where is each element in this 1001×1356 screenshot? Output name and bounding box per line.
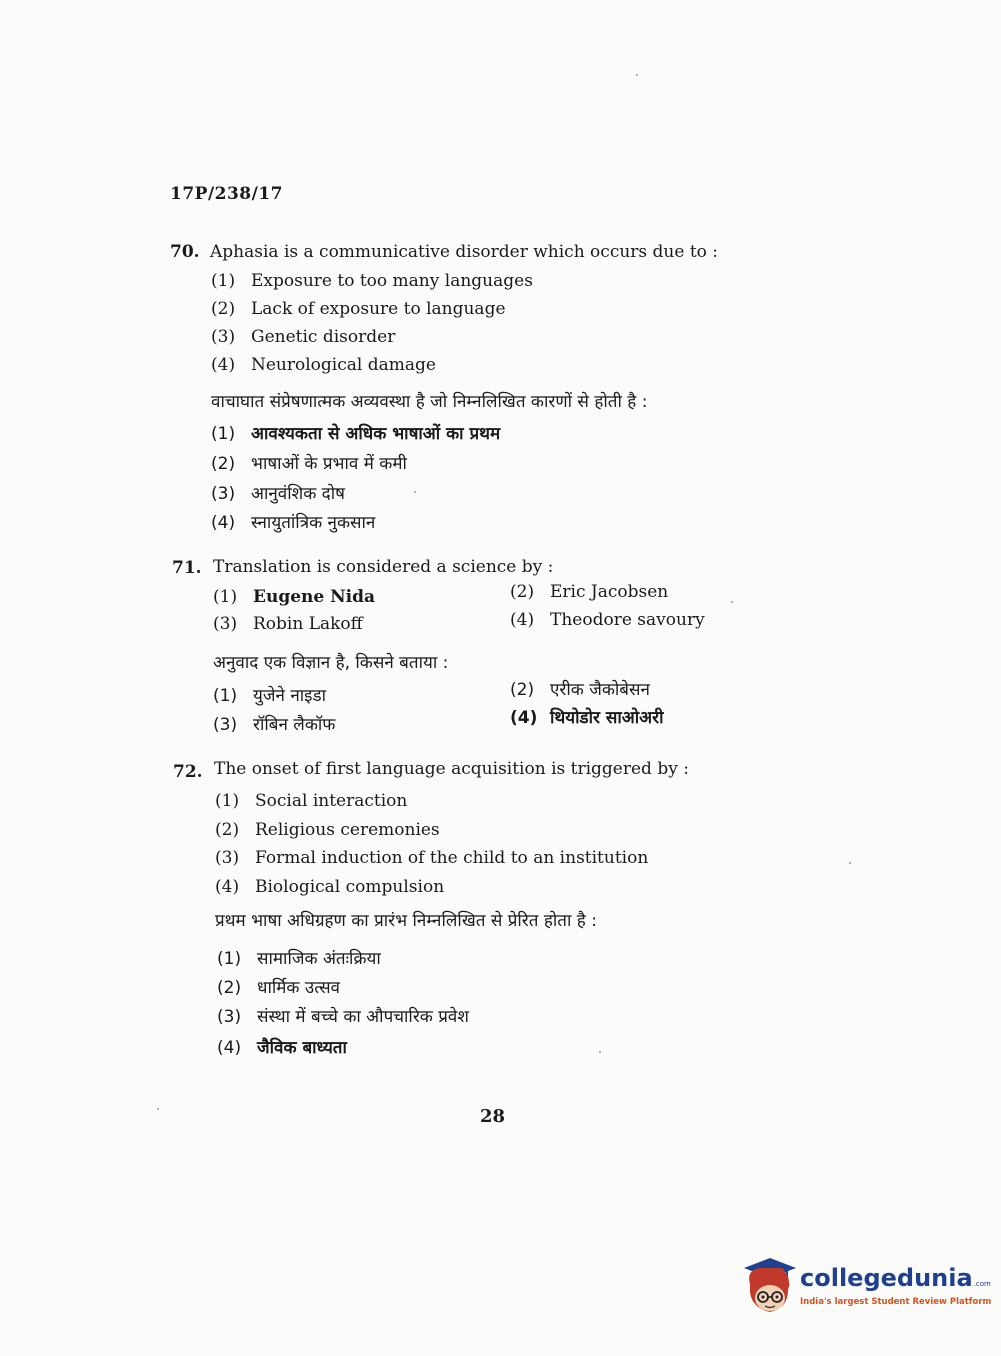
option-number: (2) [510, 680, 535, 700]
option-en-3 [211, 327, 395, 347]
option-hi-3 [217, 1004, 469, 1027]
option-hi-1 [213, 683, 326, 706]
collegedunia-watermark [742, 1256, 992, 1318]
question-text-hi: वाचाघात संप्रेषणात्मक अव्यवस्था है जो निम्नलिखित कारणों से होती है : [211, 392, 648, 412]
option-en-1 [215, 791, 407, 811]
option-number: (3) [213, 715, 238, 735]
option-text: थियोडोर साओअरी [550, 708, 664, 728]
option-number: (4) [215, 877, 240, 897]
option-number: (3) [211, 484, 236, 504]
option-text: धार्मिक उत्सव [257, 978, 341, 998]
option-number: (2) [215, 820, 240, 840]
option-hi-1 [211, 421, 500, 444]
option-en-4 [510, 610, 705, 630]
option-en-3 [215, 848, 648, 868]
option-en-1 [211, 271, 533, 291]
scan-speck [414, 491, 416, 493]
scan-speck [731, 601, 733, 603]
option-en-1 [213, 587, 375, 607]
question-number: 72. [173, 762, 203, 782]
option-number: (4) [510, 610, 535, 630]
option-en-2 [215, 820, 440, 840]
option-text: जैविक बाध्यता [257, 1038, 347, 1058]
option-hi-3 [211, 481, 345, 504]
scan-speck [636, 74, 638, 76]
option-hi-4 [211, 510, 375, 533]
question-text-hi: अनुवाद एक विज्ञान है, किसने बताया : [213, 653, 449, 673]
option-hi-2 [217, 975, 340, 998]
option-text: Formal induction of the child to an institution [255, 848, 649, 868]
option-text: Eric Jacobsen [550, 582, 669, 602]
option-text: एरीक जैकोबेसन [550, 680, 650, 700]
option-number: (4) [510, 708, 538, 728]
option-text: युजेने नाइडा [253, 686, 326, 706]
option-number: (2) [217, 978, 242, 998]
option-hi-4 [217, 1035, 347, 1058]
option-number: (4) [211, 513, 236, 533]
option-number: (1) [211, 424, 236, 444]
option-number: (1) [215, 791, 240, 811]
brand-tagline: India's largest Student Review Platform [800, 1297, 992, 1307]
brand-tld: .com [973, 1280, 991, 1288]
option-text: Genetic disorder [251, 327, 396, 347]
option-number: (2) [510, 582, 535, 602]
option-text: Religious ceremonies [255, 820, 440, 840]
question-text-hi: प्रथम भाषा अधिग्रहण का प्रारंभ निम्नलिखित से प्रेरित होता है : [215, 911, 597, 931]
option-text: सामाजिक अंतःक्रिया [257, 949, 381, 969]
option-text: Theodore savoury [550, 610, 705, 630]
page-number: 28 [480, 1106, 506, 1127]
option-hi-1 [217, 946, 381, 969]
scan-speck [599, 1051, 601, 1053]
brand-wordmark [800, 1264, 991, 1292]
option-text: Robin Lakoff [253, 614, 363, 634]
mascot-icon [742, 1256, 798, 1318]
option-hi-4 [510, 705, 664, 728]
option-hi-3 [213, 712, 335, 735]
option-text: स्नायुतांत्रिक नुकसान [251, 513, 376, 533]
option-number: (3) [215, 848, 240, 868]
option-text: आनुवंशिक दोष [251, 484, 345, 504]
option-text: Biological compulsion [255, 877, 445, 897]
question-text-en: Translation is considered a science by : [213, 557, 554, 577]
option-number: (2) [211, 454, 236, 474]
option-number: (1) [211, 271, 236, 291]
option-text: आवश्यकता से अधिक भाषाओं का प्रथम [251, 424, 501, 444]
paper-code: 17P/238/17 [170, 184, 284, 204]
option-number: (1) [213, 686, 238, 706]
option-number: (4) [217, 1038, 242, 1058]
option-text: Neurological damage [251, 355, 436, 375]
option-en-3 [213, 614, 363, 634]
option-en-4 [211, 355, 436, 375]
option-number: (4) [211, 355, 236, 375]
question-text-en: The onset of first language acquisition is triggered by : [214, 759, 689, 779]
option-text: Eugene Nida [253, 587, 376, 607]
option-text: संस्था में बच्चे का औपचारिक प्रवेश [257, 1007, 469, 1027]
option-hi-2 [510, 677, 650, 700]
option-en-2 [211, 299, 506, 319]
option-number: (2) [211, 299, 236, 319]
option-text: Exposure to too many languages [251, 271, 533, 291]
option-number: (3) [217, 1007, 242, 1027]
option-hi-2 [211, 451, 407, 474]
option-number: (1) [217, 949, 242, 969]
option-text: रॉबिन लैकॉफ [253, 715, 336, 735]
question-text-en: Aphasia is a communicative disorder which occurs due to : [210, 242, 719, 262]
option-number: (3) [211, 327, 236, 347]
scan-speck [849, 862, 851, 864]
question-number: 70. [170, 242, 200, 262]
option-text: Social interaction [255, 791, 408, 811]
brand-name: collegedunia [800, 1264, 973, 1292]
option-en-4 [215, 877, 444, 897]
question-number: 71. [172, 558, 202, 578]
scan-speck [157, 1108, 159, 1110]
option-number: (3) [213, 614, 238, 634]
option-text: भाषाओं के प्रभाव में कमी [251, 454, 407, 474]
option-text: Lack of exposure to language [251, 299, 506, 319]
option-number: (1) [213, 587, 238, 607]
option-en-2 [510, 582, 668, 602]
